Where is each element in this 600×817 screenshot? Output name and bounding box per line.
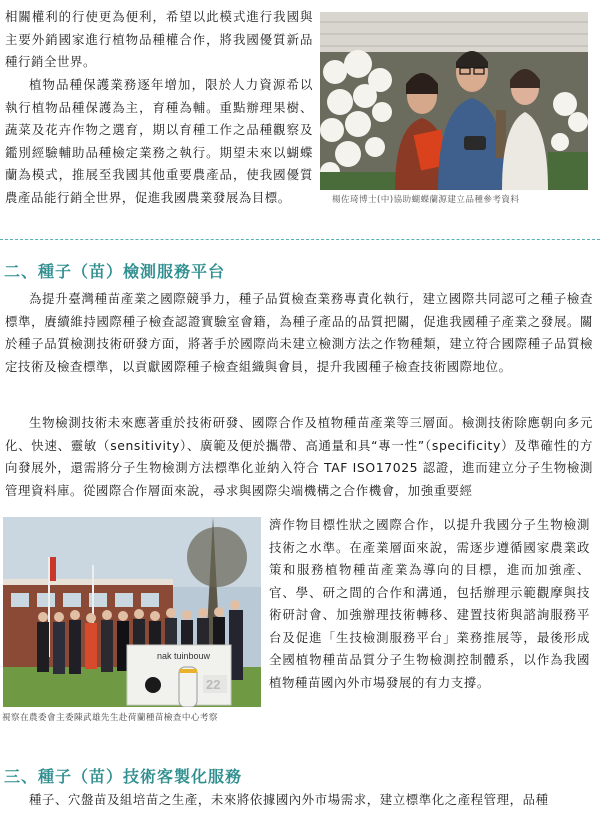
- marker-number: 22: [206, 677, 221, 692]
- section2-top-rule: [0, 239, 600, 240]
- section3-paragraph-1: 種子、穴盤苗及組培苗之生產，未來將依據國內外市場需求，建立標準化之產程管理，品種: [29, 792, 549, 807]
- section3-heading: 三、種子（苗）技術客製化服務: [4, 767, 243, 786]
- section2-paragraph-1: 為提升臺灣種苗產業之國際競爭力，種子品質檢查業務專責化執行，建立國際共同認可之種子檢查標準，賡續維持國際種子檢查認證實驗室會籍，為種子產品的品質把關，促進我國種子產業之發展。關於種子品質檢測技術研發方面，將著手於國際尚未建立檢測方法之作物種類，建立符合國際種子品質檢定技術及檢查標準，以貢獻國際種子檢查組織與會員，提升我國種子檢查技術國際地位。: [5, 291, 593, 374]
- intro-paragraph-1: 相關權利的行使更為便利，希望以此模式進行我國與主要外銷國家進行植物品種權合作，將我國優質新品種行銷全世界。: [5, 9, 313, 69]
- section2-heading: 二、種子（苗）檢測服務平台: [4, 262, 226, 281]
- section2-paragraph-2: 生物檢測技術未來應著重於技術研發、國際合作及植物種苗產業等三層面。檢測技術除應朝向多元化、快速、靈敏（sensitivity）、廣範及便於攜帶、高通量和具“專一性”（specificity）及準確性的方向發展外，還需將分子生物檢測方法標準化並納入符合 TAF ISO17025 認證，進而建立分子生物檢測管理資料庫。從國際合作層面來說，尋求與國際尖端機構之合作機會，加強重要經: [5, 415, 593, 498]
- photo-orchid-greenhouse: [320, 12, 588, 190]
- photo1-caption: 楊佐琦博士(中)協助蝴蝶蘭源建立品種參考資料: [332, 195, 520, 205]
- photo-nak-tuinbouw-visit: [3, 517, 261, 707]
- sign-nak-tuinbouw: nak tuinbouw: [157, 651, 211, 661]
- section2-paragraph-2-continued: 濟作物目標性狀之國際合作，以提升我國分子生物檢測技術之水準。在產業層面來說，需逐步遵循國家農業政策和服務植物種苗產業為導向的目標，進而加強產、官、學、研之間的合作和溝通，包括辦理示範觀摩與技術研討會、加強辦理技術轉移、建置技術與諮詢服務平台及促進「生技檢測服務平台」業務推展等，最後形成全國植物種苗品質分子生物檢測控制體系，以作為我國植物種苗國內外市場發展的有力支撐。: [269, 517, 590, 690]
- photo2-caption: 視察在農委會主委陳武雄先生赴荷蘭種苗檢查中心考察: [2, 713, 218, 723]
- intro-paragraph-2: 植物品種保護業務逐年增加，限於人力資源希以執行植物品種保護為主，育種為輔。重點辦理果樹、蔬菜及花卉作物之選育，期以育種工作之品種觀察及鑑別經驗輔助品種檢定業務之執行。期望未來以蝴蝶蘭為模式，推展至我國其他重要農產品，使我國優質農產品能行銷全世界，促進我國農業發展為目標。: [5, 77, 313, 205]
